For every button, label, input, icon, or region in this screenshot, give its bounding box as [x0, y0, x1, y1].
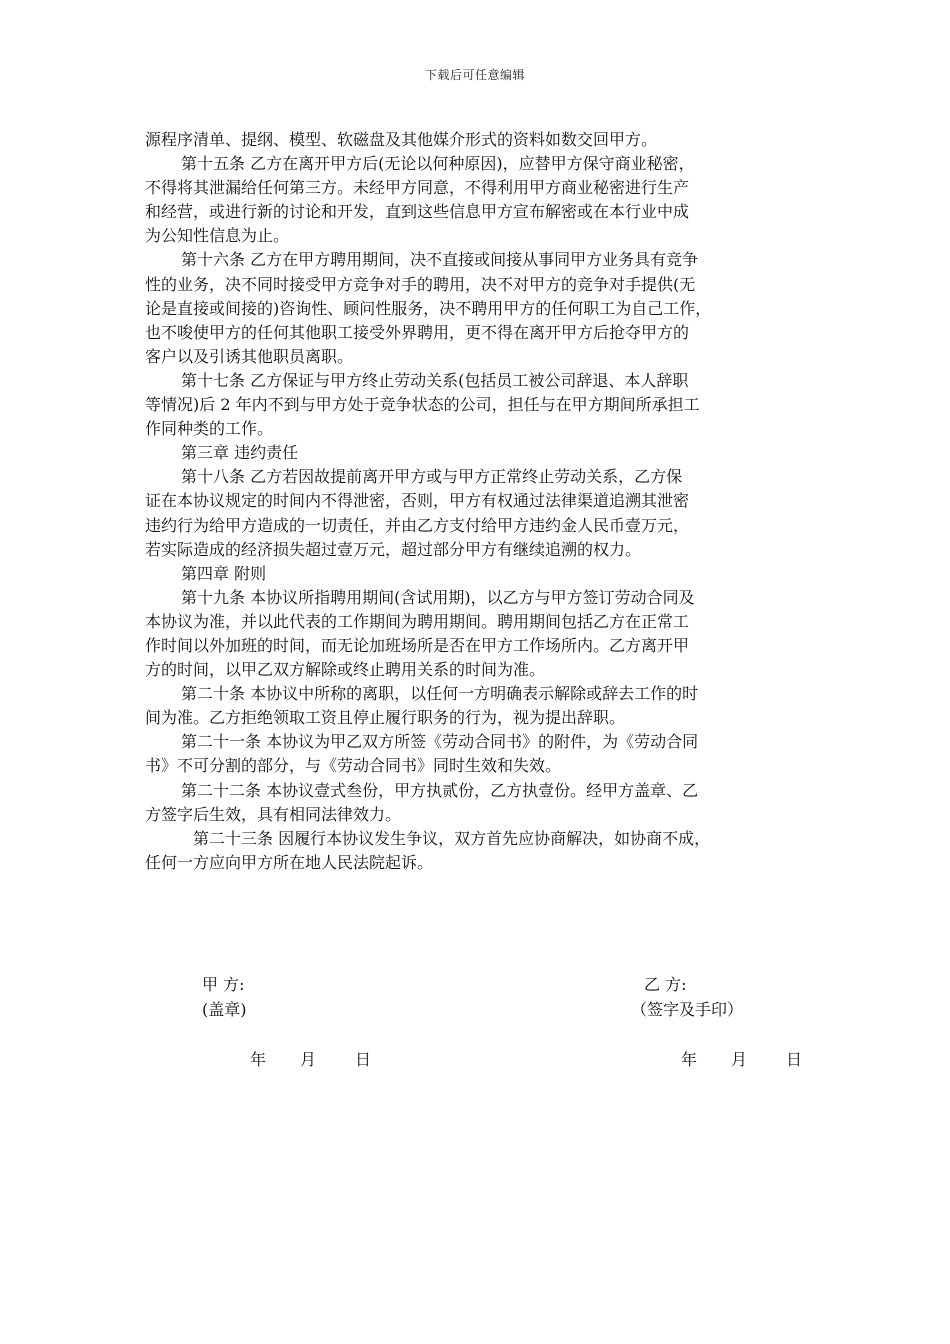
body-line: 作同种类的工作。 — [145, 419, 274, 439]
body-line: 作时间以外加班的时间，而无论加班场所是否在甲方工作场所内。乙方离开甲 — [145, 635, 690, 655]
date-month: 月 — [731, 1050, 748, 1069]
body-line: 第十八条 乙方若因故提前离开甲方或与甲方正常终止劳动关系，乙方保 — [181, 467, 683, 487]
party-b-label: 乙 方: — [644, 975, 687, 994]
body-line: 间为准。乙方拒绝领取工资且停止履行职务的行为，视为提出辞职。 — [145, 708, 626, 728]
body-line: 第二十二条 本协议壹式叁份，甲方执贰份，乙方执壹份。经甲方盖章、乙 — [181, 780, 699, 800]
body-line: 方签字后生效，具有相同法律效力。 — [145, 804, 402, 824]
party-a-label: 甲 方: — [202, 975, 245, 994]
date-day: 日 — [786, 1050, 803, 1069]
party-b-date — [681, 1047, 802, 1070]
date-year: 年 — [681, 1050, 698, 1069]
page-header: 下载后可任意编辑 — [424, 68, 525, 82]
body-line: 若实际造成的经济损失超过壹万元，超过部分甲方有继续追溯的权力。 — [145, 539, 642, 559]
body-line: 书》不可分割的部分，与《劳动合同书》同时生效和失效。 — [145, 756, 562, 776]
body-line: 不得将其泄漏给任何第三方。未经甲方同意，不得利用甲方商业秘密进行生产 — [145, 178, 690, 198]
party-b-sign-note: （签字及手印） — [631, 1000, 744, 1019]
chapter-heading: 第三章 违约责任 — [181, 443, 299, 463]
body-line: 证在本协议规定的时间内不得泄密，否则，甲方有权通过法律渠道追溯其泄密 — [145, 491, 690, 511]
body-line: 第二十条 本协议中所称的离职，以任何一方明确表示解除或辞去工作的时 — [181, 684, 699, 704]
body-line: 客户以及引诱其他职员离职。 — [145, 346, 354, 366]
body-line: 为公知性信息为止。 — [145, 226, 290, 246]
body-line: 第十六条 乙方在甲方聘用期间，决不直接或间接从事同甲方业务具有竞争 — [181, 250, 699, 270]
document-body — [145, 128, 810, 875]
party-a-seal-note: (盖章) — [202, 1000, 247, 1019]
body-line: 第二十一条 本协议为甲乙双方所签《劳动合同书》的附件，为《劳动合同 — [181, 732, 699, 752]
body-line: 方的时间，以甲乙双方解除或终止聘用关系的时间为准。 — [145, 660, 546, 680]
body-line: 和经营，或进行新的讨论和开发，直到这些信息甲方宣布解密或在本行业中成 — [145, 202, 690, 222]
body-line: 第十五条 乙方在离开甲方后(无论以何种原因)，应替甲方保守商业秘密， — [181, 154, 695, 174]
body-line: 任何一方应向甲方所在地人民法院起诉。 — [145, 852, 434, 872]
body-line: 违约行为给甲方造成的一切责任，并由乙方支付给甲方违约金人民币壹万元， — [145, 515, 690, 535]
body-line: 论是直接或间接的)咨询性、顾问性服务，决不聘用甲方的任何职工为自己工作， — [145, 298, 712, 318]
date-month: 月 — [300, 1050, 317, 1069]
date-day: 日 — [355, 1050, 372, 1069]
body-line: 本协议为准，并以此代表的工作期间为聘用期间。聘用期间包括乙方在正常工 — [145, 611, 690, 631]
body-line: 第十七条 乙方保证与甲方终止劳动关系(包括员工被公司辞退、本人辞职 — [181, 370, 689, 390]
body-line: 也不唆使甲方的任何其他职工接受外界聘用，更不得在离开甲方后抢夺甲方的 — [145, 322, 690, 342]
body-line: 第十九条 本协议所指聘用期间(含试用期)，以乙方与甲方签订劳动合同及 — [181, 587, 695, 607]
date-year: 年 — [250, 1050, 267, 1069]
body-line: 等情况)后 2 年内不到与甲方处于竞争状态的公司，担任与在甲方期间所承担工 — [145, 395, 700, 415]
chapter-heading: 第四章 附则 — [181, 563, 267, 583]
body-line: 第二十三条 因履行本协议发生争议，双方首先应协商解决，如协商不成， — [193, 828, 711, 848]
party-a-date — [250, 1047, 371, 1070]
body-line: 性的业务，决不同时接受甲方竞争对手的聘用，决不对甲方的竞争对手提供(无 — [145, 274, 696, 294]
body-line: 源程序清单、提纲、模型、软磁盘及其他媒介形式的资料如数交回甲方。 — [145, 130, 658, 149]
